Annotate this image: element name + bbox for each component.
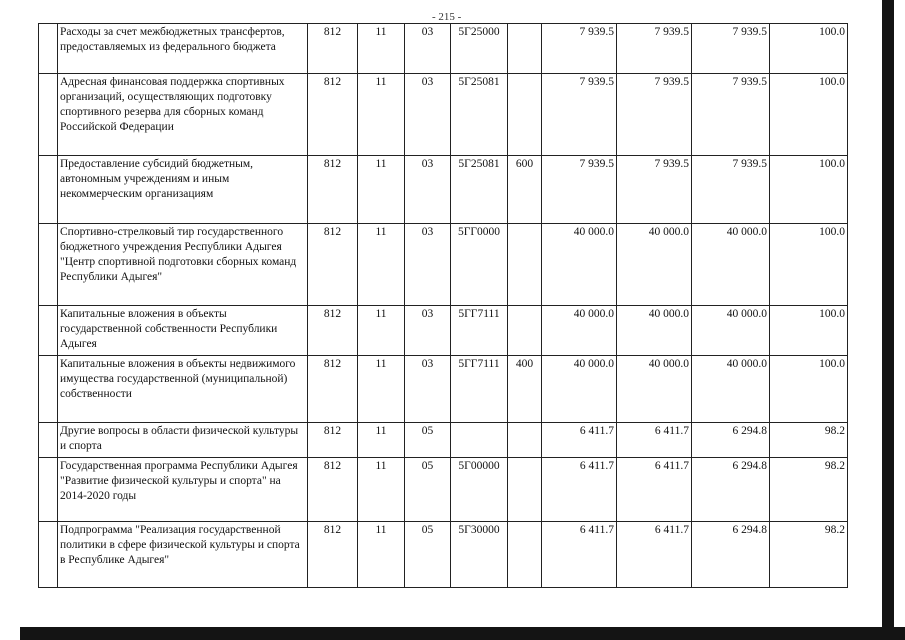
ministry-code-cell: 812: [308, 24, 358, 74]
plan-revised-cell: 40 000.0: [617, 356, 692, 423]
plan-revised-cell: 40 000.0: [617, 306, 692, 356]
percent-cell: 100.0: [770, 74, 848, 156]
section-code-cell: 11: [358, 306, 405, 356]
target-code-cell: 5ГГ7111: [451, 306, 508, 356]
table-row: [39, 458, 848, 522]
plan-initial-cell: 7 939.5: [542, 24, 617, 74]
subsection-code-cell: 03: [405, 224, 451, 306]
executed-cell: 7 939.5: [692, 156, 770, 224]
expense-kind-cell: [508, 423, 542, 458]
ministry-code-cell: 812: [308, 522, 358, 588]
executed-cell: 6 294.8: [692, 423, 770, 458]
executed-cell: 7 939.5: [692, 74, 770, 156]
scan-shadow-right: [882, 0, 894, 640]
plan-revised-cell: 7 939.5: [617, 74, 692, 156]
percent-cell: 100.0: [770, 306, 848, 356]
expense-kind-cell: [508, 522, 542, 588]
target-code-cell: [451, 423, 508, 458]
section-code-cell: 11: [358, 24, 405, 74]
target-code-cell: 5Г25081: [451, 74, 508, 156]
plan-initial-cell: 40 000.0: [542, 224, 617, 306]
row-marker-cell: [39, 224, 58, 306]
target-code-cell: 5ГГ0000: [451, 224, 508, 306]
section-code-cell: 11: [358, 156, 405, 224]
expense-kind-cell: [508, 224, 542, 306]
section-code-cell: 11: [358, 522, 405, 588]
row-marker-cell: [39, 156, 58, 224]
expense-name-cell: Другие вопросы в области физической культуры и спорта: [58, 423, 308, 458]
subsection-code-cell: 05: [405, 522, 451, 588]
plan-revised-cell: 7 939.5: [617, 156, 692, 224]
subsection-code-cell: 03: [405, 356, 451, 423]
subsection-code-cell: 05: [405, 458, 451, 522]
expense-kind-cell: 600: [508, 156, 542, 224]
table-row: [39, 306, 848, 356]
section-code-cell: 11: [358, 356, 405, 423]
expense-name-cell: Предоставление субсидий бюджетным, автономным учреждениям и иным некоммерческим организациям: [58, 156, 308, 224]
section-code-cell: 11: [358, 224, 405, 306]
page-number: - 215 -: [432, 11, 462, 23]
plan-revised-cell: 7 939.5: [617, 24, 692, 74]
executed-cell: 40 000.0: [692, 224, 770, 306]
subsection-code-cell: 03: [405, 74, 451, 156]
executed-cell: 6 294.8: [692, 458, 770, 522]
plan-revised-cell: 40 000.0: [617, 224, 692, 306]
percent-cell: 98.2: [770, 458, 848, 522]
row-marker-cell: [39, 356, 58, 423]
row-marker-cell: [39, 24, 58, 74]
executed-cell: 40 000.0: [692, 356, 770, 423]
row-marker-cell: [39, 74, 58, 156]
table-row: [39, 423, 848, 458]
section-code-cell: 11: [358, 423, 405, 458]
ministry-code-cell: 812: [308, 356, 358, 423]
row-marker-cell: [39, 458, 58, 522]
budget-table: [38, 23, 848, 588]
plan-revised-cell: 6 411.7: [617, 423, 692, 458]
table-row: [39, 224, 848, 306]
scan-shadow-bottom: [20, 627, 905, 640]
row-marker-cell: [39, 522, 58, 588]
percent-cell: 100.0: [770, 356, 848, 423]
table-row: [39, 74, 848, 156]
plan-revised-cell: 6 411.7: [617, 522, 692, 588]
expense-kind-cell: [508, 458, 542, 522]
table-row: [39, 356, 848, 423]
plan-initial-cell: 7 939.5: [542, 74, 617, 156]
ministry-code-cell: 812: [308, 306, 358, 356]
row-marker-cell: [39, 423, 58, 458]
expense-kind-cell: [508, 306, 542, 356]
expense-name-cell: Спортивно-стрелковый тир государственного бюджетного учреждения Республики Адыгея "Центр спортивной подготовки сборных команд Республики Адыгея": [58, 224, 308, 306]
subsection-code-cell: 03: [405, 306, 451, 356]
target-code-cell: 5Г25000: [451, 24, 508, 74]
plan-initial-cell: 6 411.7: [542, 522, 617, 588]
plan-initial-cell: 6 411.7: [542, 423, 617, 458]
subsection-code-cell: 03: [405, 156, 451, 224]
ministry-code-cell: 812: [308, 224, 358, 306]
plan-initial-cell: 6 411.7: [542, 458, 617, 522]
expense-kind-cell: 400: [508, 356, 542, 423]
plan-initial-cell: 7 939.5: [542, 156, 617, 224]
percent-cell: 100.0: [770, 156, 848, 224]
ministry-code-cell: 812: [308, 423, 358, 458]
target-code-cell: 5Г00000: [451, 458, 508, 522]
expense-name-cell: Адресная финансовая поддержка спортивных организаций, осуществляющих подготовку спортивного резерва для сборных команд Российской Федерации: [58, 74, 308, 156]
percent-cell: 98.2: [770, 423, 848, 458]
percent-cell: 100.0: [770, 224, 848, 306]
executed-cell: 40 000.0: [692, 306, 770, 356]
ministry-code-cell: 812: [308, 74, 358, 156]
ministry-code-cell: 812: [308, 458, 358, 522]
row-marker-cell: [39, 306, 58, 356]
subsection-code-cell: 03: [405, 24, 451, 74]
percent-cell: 100.0: [770, 24, 848, 74]
target-code-cell: 5Г25081: [451, 156, 508, 224]
plan-initial-cell: 40 000.0: [542, 356, 617, 423]
expense-kind-cell: [508, 74, 542, 156]
table-row: [39, 522, 848, 588]
expense-kind-cell: [508, 24, 542, 74]
expense-name-cell: Государственная программа Республики Адыгея "Развитие физической культуры и спорта" на 2014-2020 годы: [58, 458, 308, 522]
target-code-cell: 5ГГ7111: [451, 356, 508, 423]
table-row: [39, 24, 848, 74]
section-code-cell: 11: [358, 458, 405, 522]
target-code-cell: 5Г30000: [451, 522, 508, 588]
ministry-code-cell: 812: [308, 156, 358, 224]
plan-revised-cell: 6 411.7: [617, 458, 692, 522]
section-code-cell: 11: [358, 74, 405, 156]
percent-cell: 98.2: [770, 522, 848, 588]
table-row: [39, 156, 848, 224]
subsection-code-cell: 05: [405, 423, 451, 458]
executed-cell: 7 939.5: [692, 24, 770, 74]
executed-cell: 6 294.8: [692, 522, 770, 588]
expense-name-cell: Капитальные вложения в объекты государственной собственности Республики Адыгея: [58, 306, 308, 356]
expense-name-cell: Подпрограмма "Реализация государственной политики в сфере физической культуры и спорта в Республике Адыгея": [58, 522, 308, 588]
expense-name-cell: Расходы за счет межбюджетных трансфертов, предоставляемых из федерального бюджета: [58, 24, 308, 74]
expense-name-cell: Капитальные вложения в объекты недвижимого имущества государственной (муниципальной) собственности: [58, 356, 308, 423]
plan-initial-cell: 40 000.0: [542, 306, 617, 356]
